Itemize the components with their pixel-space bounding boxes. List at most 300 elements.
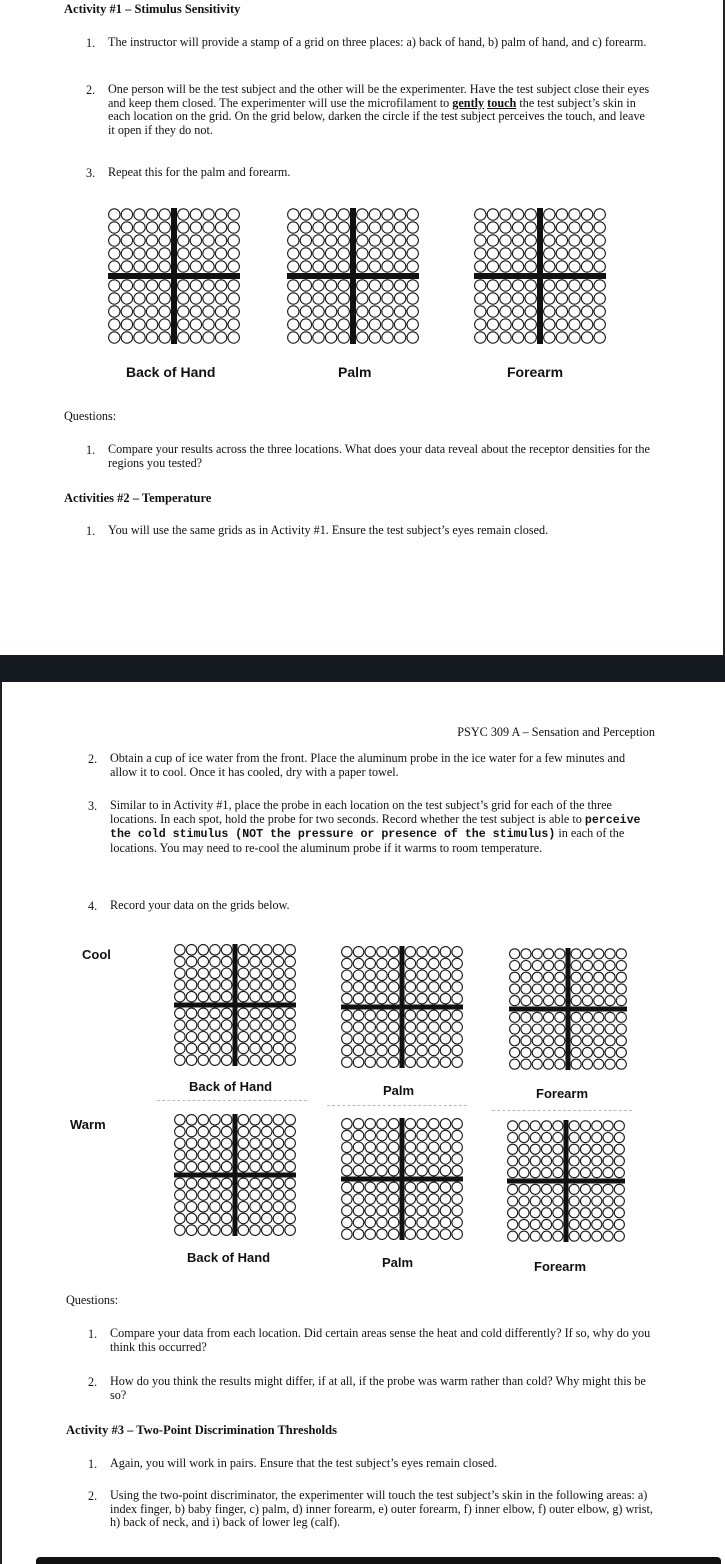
grid-circle[interactable] bbox=[338, 319, 349, 330]
grid-circle[interactable] bbox=[508, 1231, 518, 1241]
grid-circle[interactable] bbox=[325, 209, 336, 220]
grid-circle[interactable] bbox=[238, 1161, 249, 1172]
grid-circle[interactable] bbox=[605, 972, 615, 982]
grid-circle[interactable] bbox=[238, 1213, 249, 1224]
grid-circle[interactable] bbox=[365, 1022, 376, 1033]
grid-circle[interactable] bbox=[273, 968, 284, 979]
grid-circle[interactable] bbox=[325, 332, 336, 343]
grid-circle[interactable] bbox=[530, 1208, 540, 1218]
grid-circle[interactable] bbox=[250, 968, 260, 979]
grid-circle[interactable] bbox=[388, 1057, 399, 1068]
grid-circle[interactable] bbox=[614, 1156, 624, 1166]
grid-circle[interactable] bbox=[429, 1154, 440, 1165]
grid-circle[interactable] bbox=[221, 1126, 232, 1137]
grid-circle[interactable] bbox=[186, 1213, 197, 1224]
grid-circle[interactable] bbox=[342, 993, 353, 1004]
grid-circle[interactable] bbox=[221, 1190, 232, 1201]
grid-circle[interactable] bbox=[215, 248, 226, 259]
grid-circle[interactable] bbox=[285, 1178, 296, 1189]
grid-circle[interactable] bbox=[582, 949, 592, 959]
grid-circle[interactable] bbox=[382, 261, 393, 272]
grid-circle[interactable] bbox=[238, 1225, 249, 1236]
grid-circle[interactable] bbox=[215, 209, 226, 220]
grid-circle[interactable] bbox=[594, 1059, 604, 1069]
grid-circle[interactable] bbox=[405, 982, 416, 993]
grid-circle[interactable] bbox=[417, 1182, 428, 1193]
grid-circle[interactable] bbox=[382, 293, 393, 304]
grid-circle[interactable] bbox=[365, 1229, 376, 1240]
grid-circle[interactable] bbox=[525, 261, 536, 272]
grid-circle[interactable] bbox=[508, 1208, 518, 1218]
grid-circle[interactable] bbox=[553, 1133, 563, 1143]
grid-circle[interactable] bbox=[300, 222, 311, 233]
grid-circle[interactable] bbox=[325, 293, 336, 304]
grid-circle[interactable] bbox=[285, 1161, 296, 1172]
grid-circle[interactable] bbox=[532, 961, 542, 971]
grid-circle[interactable] bbox=[417, 1194, 428, 1205]
grid-circle[interactable] bbox=[542, 1133, 552, 1143]
grid-circle[interactable] bbox=[210, 1032, 221, 1043]
grid-circle[interactable] bbox=[603, 1144, 613, 1154]
grid-circle[interactable] bbox=[569, 306, 580, 317]
grid-circle[interactable] bbox=[388, 993, 399, 1004]
grid-circle[interactable] bbox=[452, 1034, 463, 1045]
grid-circle[interactable] bbox=[592, 1144, 602, 1154]
grid-circle[interactable] bbox=[388, 947, 399, 958]
grid-circle[interactable] bbox=[369, 332, 380, 343]
grid-circle[interactable] bbox=[544, 293, 555, 304]
grid-circle[interactable] bbox=[353, 1194, 364, 1205]
grid-circle[interactable] bbox=[594, 996, 604, 1006]
grid-circle[interactable] bbox=[313, 235, 324, 246]
grid-circle[interactable] bbox=[614, 1144, 624, 1154]
grid-circle[interactable] bbox=[121, 209, 132, 220]
grid-circle[interactable] bbox=[555, 984, 565, 994]
grid-circle[interactable] bbox=[605, 961, 615, 971]
grid-circle[interactable] bbox=[580, 1196, 590, 1206]
grid-circle[interactable] bbox=[353, 1154, 364, 1165]
grid-circle[interactable] bbox=[530, 1156, 540, 1166]
grid-circle[interactable] bbox=[429, 1045, 440, 1056]
grid-circle[interactable] bbox=[300, 332, 311, 343]
grid-circle[interactable] bbox=[175, 1008, 186, 1019]
grid-circle[interactable] bbox=[250, 1213, 260, 1224]
grid-circle[interactable] bbox=[592, 1121, 602, 1131]
grid-circle[interactable] bbox=[544, 949, 554, 959]
grid-circle[interactable] bbox=[405, 1182, 416, 1193]
grid-circle[interactable] bbox=[571, 1024, 581, 1034]
grid-circle[interactable] bbox=[569, 1156, 579, 1166]
grid-circle[interactable] bbox=[325, 222, 336, 233]
grid-circle[interactable] bbox=[109, 222, 120, 233]
grid-circle[interactable] bbox=[512, 235, 523, 246]
grid-circle[interactable] bbox=[440, 1119, 451, 1130]
grid-circle[interactable] bbox=[121, 235, 132, 246]
grid-circle[interactable] bbox=[440, 993, 451, 1004]
grid-circle[interactable] bbox=[405, 1022, 416, 1033]
grid-circle[interactable] bbox=[594, 1012, 604, 1022]
grid-circle[interactable] bbox=[382, 306, 393, 317]
grid-circle[interactable] bbox=[556, 280, 567, 291]
grid-circle[interactable] bbox=[429, 947, 440, 958]
grid-circle[interactable] bbox=[556, 261, 567, 272]
grid-circle[interactable] bbox=[134, 280, 145, 291]
grid-circle[interactable] bbox=[512, 319, 523, 330]
grid-circle[interactable] bbox=[353, 1057, 364, 1068]
grid-circle[interactable] bbox=[475, 248, 486, 259]
grid-circle[interactable] bbox=[186, 1055, 197, 1066]
grid-circle[interactable] bbox=[440, 1045, 451, 1056]
grid-circle[interactable] bbox=[580, 1133, 590, 1143]
grid-circle[interactable] bbox=[186, 1202, 197, 1213]
grid-circle[interactable] bbox=[521, 1024, 531, 1034]
grid-circle[interactable] bbox=[215, 280, 226, 291]
grid-circle[interactable] bbox=[365, 1045, 376, 1056]
grid-circle[interactable] bbox=[325, 306, 336, 317]
grid-circle[interactable] bbox=[210, 1043, 221, 1054]
grid-circle[interactable] bbox=[569, 319, 580, 330]
grid-circle[interactable] bbox=[512, 248, 523, 259]
grid-circle[interactable] bbox=[569, 222, 580, 233]
grid-circle[interactable] bbox=[616, 1047, 626, 1057]
grid-circle[interactable] bbox=[605, 996, 615, 1006]
grid-circle[interactable] bbox=[388, 1130, 399, 1141]
grid-circle[interactable] bbox=[405, 993, 416, 1004]
grid-circle[interactable] bbox=[221, 1150, 232, 1161]
grid-circle[interactable] bbox=[377, 958, 388, 969]
grid-circle[interactable] bbox=[605, 1059, 615, 1069]
grid-circle[interactable] bbox=[121, 261, 132, 272]
grid-circle[interactable] bbox=[178, 248, 189, 259]
grid-circle[interactable] bbox=[134, 222, 145, 233]
grid-circle[interactable] bbox=[594, 1047, 604, 1057]
grid-circle[interactable] bbox=[198, 1043, 209, 1054]
grid-circle[interactable] bbox=[146, 293, 157, 304]
grid-circle[interactable] bbox=[203, 306, 214, 317]
grid-circle[interactable] bbox=[175, 1138, 186, 1149]
grid-circle[interactable] bbox=[452, 993, 463, 1004]
grid-circle[interactable] bbox=[616, 984, 626, 994]
grid-circle[interactable] bbox=[342, 1045, 353, 1056]
grid-circle[interactable] bbox=[273, 945, 284, 956]
grid-circle[interactable] bbox=[285, 1190, 296, 1201]
grid-circle[interactable] bbox=[273, 956, 284, 967]
grid-circle[interactable] bbox=[262, 1150, 273, 1161]
grid-circle[interactable] bbox=[525, 235, 536, 246]
grid-circle[interactable] bbox=[500, 332, 511, 343]
grid-circle[interactable] bbox=[429, 1217, 440, 1228]
grid-circle[interactable] bbox=[109, 332, 120, 343]
grid-circle[interactable] bbox=[614, 1168, 624, 1178]
grid-circle[interactable] bbox=[616, 1036, 626, 1046]
grid-circle[interactable] bbox=[221, 991, 232, 1002]
grid-circle[interactable] bbox=[512, 261, 523, 272]
grid-circle[interactable] bbox=[369, 209, 380, 220]
grid-circle[interactable] bbox=[175, 991, 186, 1002]
grid-circle[interactable] bbox=[405, 1119, 416, 1130]
grid-circle[interactable] bbox=[553, 1219, 563, 1229]
grid-circle[interactable] bbox=[250, 1043, 260, 1054]
grid-circle[interactable] bbox=[394, 280, 405, 291]
grid-circle[interactable] bbox=[544, 1024, 554, 1034]
grid-circle[interactable] bbox=[342, 1154, 353, 1165]
grid-circle[interactable] bbox=[353, 947, 364, 958]
grid-circle[interactable] bbox=[342, 1010, 353, 1021]
grid-circle[interactable] bbox=[210, 1178, 221, 1189]
grid-circle[interactable] bbox=[417, 982, 428, 993]
grid-circle[interactable] bbox=[175, 1055, 186, 1066]
grid-circle[interactable] bbox=[553, 1231, 563, 1241]
grid-circle[interactable] bbox=[273, 1020, 284, 1031]
grid-circle[interactable] bbox=[210, 1020, 221, 1031]
grid-circle[interactable] bbox=[285, 1032, 296, 1043]
grid-circle[interactable] bbox=[603, 1184, 613, 1194]
grid-circle[interactable] bbox=[388, 1045, 399, 1056]
grid-circle[interactable] bbox=[186, 945, 197, 956]
grid-circle[interactable] bbox=[228, 235, 239, 246]
grid-circle[interactable] bbox=[452, 1130, 463, 1141]
grid-circle[interactable] bbox=[405, 947, 416, 958]
grid-circle[interactable] bbox=[357, 319, 368, 330]
grid-circle[interactable] bbox=[262, 1213, 273, 1224]
grid-circle[interactable] bbox=[571, 1036, 581, 1046]
cool-grid-palm[interactable] bbox=[341, 946, 463, 1068]
grid-circle[interactable] bbox=[582, 961, 592, 971]
grid-circle[interactable] bbox=[178, 209, 189, 220]
grid-circle[interactable] bbox=[238, 1126, 249, 1137]
grid-circle[interactable] bbox=[210, 1190, 221, 1201]
grid-circle[interactable] bbox=[544, 1036, 554, 1046]
grid-circle[interactable] bbox=[365, 982, 376, 993]
grid-circle[interactable] bbox=[285, 1150, 296, 1161]
grid-circle[interactable] bbox=[405, 1130, 416, 1141]
grid-circle[interactable] bbox=[603, 1208, 613, 1218]
grid-circle[interactable] bbox=[571, 984, 581, 994]
grid-circle[interactable] bbox=[338, 306, 349, 317]
grid-circle[interactable] bbox=[487, 248, 498, 259]
grid-circle[interactable] bbox=[580, 1121, 590, 1131]
grid-circle[interactable] bbox=[178, 293, 189, 304]
grid-circle[interactable] bbox=[175, 1032, 186, 1043]
grid-circle[interactable] bbox=[407, 222, 418, 233]
grid-circle[interactable] bbox=[288, 306, 299, 317]
grid-circle[interactable] bbox=[215, 306, 226, 317]
grid-circle[interactable] bbox=[353, 1045, 364, 1056]
grid-circle[interactable] bbox=[417, 1034, 428, 1045]
grid-circle[interactable] bbox=[417, 947, 428, 958]
grid-circle[interactable] bbox=[542, 1231, 552, 1241]
grid-circle[interactable] bbox=[342, 1206, 353, 1217]
grid-circle[interactable] bbox=[300, 209, 311, 220]
grid-circle[interactable] bbox=[228, 293, 239, 304]
grid-circle[interactable] bbox=[285, 1213, 296, 1224]
grid-circle[interactable] bbox=[377, 982, 388, 993]
grid-circle[interactable] bbox=[475, 235, 486, 246]
grid-circle[interactable] bbox=[569, 1121, 579, 1131]
grid-circle[interactable] bbox=[388, 1119, 399, 1130]
grid-circle[interactable] bbox=[592, 1231, 602, 1241]
grid-circle[interactable] bbox=[594, 1036, 604, 1046]
grid-circle[interactable] bbox=[571, 961, 581, 971]
grid-circle[interactable] bbox=[582, 1024, 592, 1034]
grid-circle[interactable] bbox=[365, 1010, 376, 1021]
grid-circle[interactable] bbox=[342, 958, 353, 969]
grid-circle[interactable] bbox=[440, 1182, 451, 1193]
grid-circle[interactable] bbox=[553, 1184, 563, 1194]
grid-circle[interactable] bbox=[203, 248, 214, 259]
grid-circle[interactable] bbox=[353, 1142, 364, 1153]
grid-circle[interactable] bbox=[500, 306, 511, 317]
grid-circle[interactable] bbox=[365, 1034, 376, 1045]
grid-circle[interactable] bbox=[273, 1213, 284, 1224]
grid-circle[interactable] bbox=[121, 306, 132, 317]
grid-circle[interactable] bbox=[388, 1206, 399, 1217]
grid-circle[interactable] bbox=[365, 947, 376, 958]
grid-circle[interactable] bbox=[394, 261, 405, 272]
grid-circle[interactable] bbox=[365, 1130, 376, 1141]
grid-circle[interactable] bbox=[519, 1144, 529, 1154]
grid-circle[interactable] bbox=[532, 1024, 542, 1034]
grid-circle[interactable] bbox=[353, 1034, 364, 1045]
grid-circle[interactable] bbox=[273, 1043, 284, 1054]
grid-circle[interactable] bbox=[285, 1115, 296, 1126]
grid-circle[interactable] bbox=[512, 222, 523, 233]
grid-circle[interactable] bbox=[198, 956, 209, 967]
grid-circle[interactable] bbox=[262, 1055, 273, 1066]
warm-grid-forearm[interactable] bbox=[507, 1120, 625, 1242]
grid-circle[interactable] bbox=[581, 222, 592, 233]
grid-circle[interactable] bbox=[228, 209, 239, 220]
grid-circle[interactable] bbox=[238, 968, 249, 979]
grid-circle[interactable] bbox=[109, 280, 120, 291]
grid-circle[interactable] bbox=[203, 319, 214, 330]
grid-circle[interactable] bbox=[175, 1178, 186, 1189]
grid-circle[interactable] bbox=[525, 222, 536, 233]
grid-circle[interactable] bbox=[555, 949, 565, 959]
grid-circle[interactable] bbox=[377, 1165, 388, 1176]
grid-circle[interactable] bbox=[500, 248, 511, 259]
warm-grid-palm[interactable] bbox=[341, 1118, 463, 1240]
grid-circle[interactable] bbox=[525, 248, 536, 259]
grid-circle[interactable] bbox=[186, 1178, 197, 1189]
grid-circle[interactable] bbox=[109, 293, 120, 304]
grid-circle[interactable] bbox=[198, 945, 209, 956]
grid-circle[interactable] bbox=[582, 1047, 592, 1057]
grid-circle[interactable] bbox=[238, 980, 249, 991]
grid-circle[interactable] bbox=[190, 332, 201, 343]
grid-circle[interactable] bbox=[121, 222, 132, 233]
cool-grid-forearm[interactable] bbox=[509, 948, 627, 1070]
grid-circle[interactable] bbox=[581, 319, 592, 330]
grid-circle[interactable] bbox=[215, 235, 226, 246]
grid-circle[interactable] bbox=[357, 261, 368, 272]
grid-circle[interactable] bbox=[417, 1206, 428, 1217]
grid-circle[interactable] bbox=[262, 1008, 273, 1019]
grid-circle[interactable] bbox=[369, 222, 380, 233]
grid-circle[interactable] bbox=[614, 1208, 624, 1218]
grid-circle[interactable] bbox=[544, 261, 555, 272]
grid-circle[interactable] bbox=[500, 293, 511, 304]
grid-circle[interactable] bbox=[221, 1020, 232, 1031]
grid-circle[interactable] bbox=[417, 1045, 428, 1056]
grid-circle[interactable] bbox=[273, 1202, 284, 1213]
grid-circle[interactable] bbox=[569, 261, 580, 272]
grid-circle[interactable] bbox=[417, 1010, 428, 1021]
grid-circle[interactable] bbox=[250, 1190, 260, 1201]
grid-circle[interactable] bbox=[109, 306, 120, 317]
grid-circle[interactable] bbox=[285, 1126, 296, 1137]
grid-circle[interactable] bbox=[109, 209, 120, 220]
grid-circle[interactable] bbox=[342, 1194, 353, 1205]
grid-circle[interactable] bbox=[556, 209, 567, 220]
grid-circle[interactable] bbox=[250, 1225, 260, 1236]
grid-circle[interactable] bbox=[210, 1161, 221, 1172]
grid-circle[interactable] bbox=[365, 1182, 376, 1193]
grid-circle[interactable] bbox=[440, 958, 451, 969]
grid-circle[interactable] bbox=[238, 956, 249, 967]
grid-circle[interactable] bbox=[215, 332, 226, 343]
grid-circle[interactable] bbox=[581, 209, 592, 220]
grid-circle[interactable] bbox=[405, 1194, 416, 1205]
grid-circle[interactable] bbox=[452, 1057, 463, 1068]
grid-circle[interactable] bbox=[405, 1034, 416, 1045]
grid-circle[interactable] bbox=[394, 222, 405, 233]
grid-circle[interactable] bbox=[313, 248, 324, 259]
grid-circle[interactable] bbox=[134, 235, 145, 246]
grid-circle[interactable] bbox=[544, 306, 555, 317]
grid-circle[interactable] bbox=[605, 949, 615, 959]
grid-circle[interactable] bbox=[582, 984, 592, 994]
grid-circle[interactable] bbox=[353, 1206, 364, 1217]
cool-grid-back-of-hand[interactable] bbox=[174, 944, 296, 1066]
grid-circle[interactable] bbox=[109, 261, 120, 272]
grid-circle[interactable] bbox=[313, 261, 324, 272]
grid-circle[interactable] bbox=[121, 293, 132, 304]
grid-circle[interactable] bbox=[555, 1036, 565, 1046]
grid-circle[interactable] bbox=[581, 293, 592, 304]
grid-circle[interactable] bbox=[273, 980, 284, 991]
grid-circle[interactable] bbox=[198, 1202, 209, 1213]
circle-grid-palm[interactable] bbox=[287, 208, 419, 344]
grid-circle[interactable] bbox=[394, 332, 405, 343]
grid-circle[interactable] bbox=[377, 1057, 388, 1068]
grid-circle[interactable] bbox=[429, 958, 440, 969]
grid-circle[interactable] bbox=[175, 1202, 186, 1213]
grid-circle[interactable] bbox=[556, 293, 567, 304]
grid-circle[interactable] bbox=[452, 1045, 463, 1056]
grid-circle[interactable] bbox=[569, 1133, 579, 1143]
grid-circle[interactable] bbox=[452, 1229, 463, 1240]
grid-circle[interactable] bbox=[594, 319, 605, 330]
grid-circle[interactable] bbox=[159, 306, 170, 317]
grid-circle[interactable] bbox=[532, 972, 542, 982]
grid-circle[interactable] bbox=[556, 235, 567, 246]
grid-circle[interactable] bbox=[542, 1208, 552, 1218]
grid-circle[interactable] bbox=[382, 332, 393, 343]
grid-circle[interactable] bbox=[178, 235, 189, 246]
grid-circle[interactable] bbox=[377, 1154, 388, 1165]
grid-circle[interactable] bbox=[313, 332, 324, 343]
grid-circle[interactable] bbox=[377, 1010, 388, 1021]
grid-circle[interactable] bbox=[452, 1206, 463, 1217]
grid-circle[interactable] bbox=[175, 1043, 186, 1054]
grid-circle[interactable] bbox=[569, 1144, 579, 1154]
grid-circle[interactable] bbox=[569, 1219, 579, 1229]
grid-circle[interactable] bbox=[300, 280, 311, 291]
grid-circle[interactable] bbox=[407, 280, 418, 291]
grid-circle[interactable] bbox=[273, 1008, 284, 1019]
grid-circle[interactable] bbox=[357, 306, 368, 317]
